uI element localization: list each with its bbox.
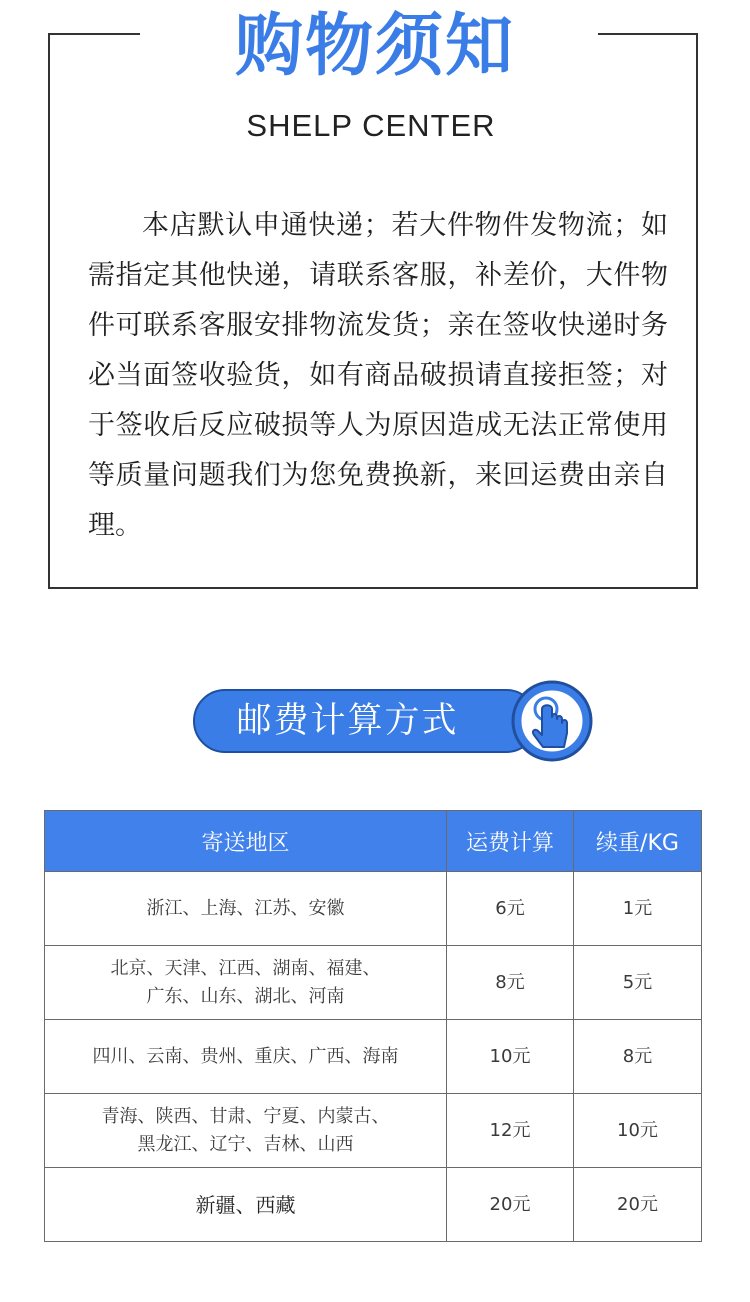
table-header-row: [45, 811, 702, 872]
extra-weight-cell: 1元: [574, 872, 702, 946]
header-region: 寄送地区: [45, 811, 447, 872]
table-row: [45, 872, 702, 946]
hand-pointer-icon: [510, 679, 594, 763]
region-cell: 北京、天津、江西、湖南、福建、 广东、山东、湖北、河南: [45, 946, 447, 1020]
table-row: [45, 1094, 702, 1168]
region-cell: 四川、云南、贵州、重庆、广西、海南: [45, 1020, 447, 1094]
header-fee: 运费计算: [447, 811, 574, 872]
fee-cell: 8元: [447, 946, 574, 1020]
fee-cell: 6元: [447, 872, 574, 946]
table-row: [45, 1168, 702, 1242]
region-cell: 青海、陕西、甘肃、宁夏、内蒙古、 黑龙江、辽宁、吉林、山西: [45, 1094, 447, 1168]
shipping-heading-pill: [193, 689, 538, 753]
header-extra-weight: 续重/KG: [574, 811, 702, 872]
fee-cell: 12元: [447, 1094, 574, 1168]
extra-weight-cell: 8元: [574, 1020, 702, 1094]
extra-weight-cell: 5元: [574, 946, 702, 1020]
region-cell: 浙江、上海、江苏、安徽: [45, 872, 447, 946]
fee-cell: 10元: [447, 1020, 574, 1094]
table-row: [45, 1020, 702, 1094]
region-cell: 新疆、西藏: [45, 1168, 447, 1242]
table-row: [45, 946, 702, 1020]
notice-title: 购物须知: [234, 7, 515, 86]
notice-subtitle: SHELP CENTER: [246, 108, 496, 143]
extra-weight-cell: 20元: [574, 1168, 702, 1242]
extra-weight-cell: 10元: [574, 1094, 702, 1168]
shipping-rate-table: [44, 810, 702, 1242]
shipping-heading: 邮费计算方式: [236, 701, 459, 741]
notice-body: 本店默认申通快递；若大件物件发物流；如需指定其他快递，请联系客服，补差价，大件物件可联系客服安排物流发货；亲在签收快递时务必当面签收验货，如有商品破损请直接拒签；对于签收后反应破损等人为原因造成无法正常使用等质量问题我们为您免费换新，来回运费由亲自理。: [88, 210, 668, 541]
fee-cell: 20元: [447, 1168, 574, 1242]
